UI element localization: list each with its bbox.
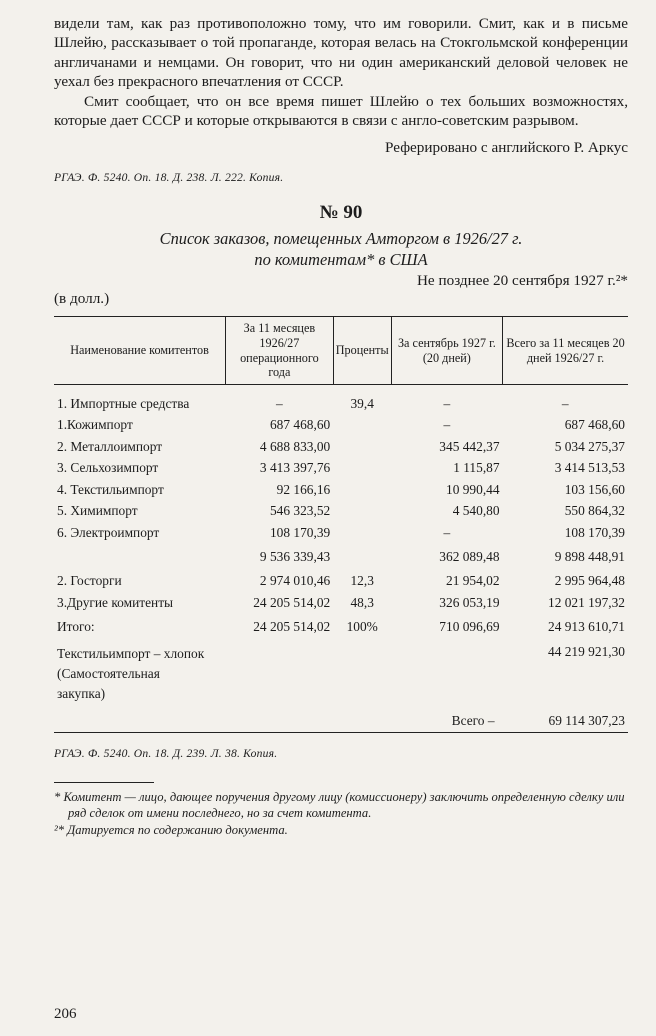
cell-name: 3.Другие комитенты <box>57 594 174 610</box>
table-row <box>54 500 628 522</box>
archive-source-2: РГАЭ. Ф. 5240. Оп. 18. Д. 239. Л. 38. Копия. <box>54 746 278 760</box>
table-row-itogo <box>54 613 628 640</box>
document-title-line-2: по комитентам* в США <box>254 250 428 270</box>
cell-total: – <box>561 395 569 411</box>
orders-table <box>54 316 628 732</box>
header-name: Наименование комитентов <box>54 317 226 384</box>
cell-september: 21 954,02 <box>446 573 500 589</box>
cell-11-months: 3 413 397,76 <box>259 460 331 476</box>
cell-name: 1. Импортные средства <box>57 395 190 411</box>
cell-percent <box>333 436 391 458</box>
header-percent: Проценты <box>333 317 391 384</box>
cell-extra-value: 44 219 921,30 <box>548 644 625 660</box>
cell-total: 103 156,60 <box>564 481 625 497</box>
table-row-extra <box>54 640 628 710</box>
table-row <box>54 436 628 458</box>
intro-paragraph-1: видели там, как раз противоположно тому, что им говорили. Смит, как и в письме Шлейю, рассказывает о той пропаганде, которая велась на Стокгольмской конференции англичанами и немцами. Он говорит, что ни один американский деловой человек не уехал без прекрасного впечатления от СССР. <box>54 15 628 91</box>
table-row <box>54 414 628 436</box>
table-row <box>54 522 628 544</box>
table-header-row <box>54 317 628 384</box>
cell-name: 4. Текстильимпорт <box>57 481 164 497</box>
cell-name <box>54 543 226 570</box>
cell-total: 550 864,32 <box>564 503 625 519</box>
extra-name-line-2: (Самостоятельная <box>57 666 160 682</box>
cell-percent <box>333 500 391 522</box>
cell-total: 5 034 275,37 <box>554 438 625 454</box>
document-number: № 90 <box>319 202 363 224</box>
table-row-subtotal <box>54 543 628 570</box>
cell-september: – <box>443 524 451 540</box>
document-date: Не позднее 20 сентября 1927 г.²* <box>416 272 628 290</box>
cell-september: – <box>443 395 451 411</box>
cell-total: 2 995 964,48 <box>554 573 625 589</box>
cell-september: 326 053,19 <box>439 594 500 610</box>
page-number: 206 <box>54 1006 77 1022</box>
cell-11-months: – <box>276 395 283 411</box>
table-row <box>54 457 628 479</box>
cell-name: 1.Кожимпорт <box>57 417 133 433</box>
cell-percent: 100% <box>346 618 378 634</box>
cell-grand-value: 69 114 307,23 <box>503 710 628 732</box>
footnote-divider <box>54 782 154 783</box>
header-total: Всего за 11 месяцев 20 дней 1926/27 г. <box>503 317 628 384</box>
table-row <box>54 592 628 614</box>
currency-note: (в долл.) <box>54 290 110 308</box>
cell-september: 4 540,80 <box>452 503 500 519</box>
cell-total: 9 898 448,91 <box>554 548 625 564</box>
cell-september: 1 115,87 <box>453 460 500 476</box>
cell-percent <box>333 414 391 436</box>
referat-line: Реферировано с английского Р. Аркус <box>385 139 628 157</box>
cell-total: 3 414 513,53 <box>554 460 625 476</box>
document-title-line-1: Список заказов, помещенных Амторгом в 1926/27 г. <box>159 229 523 249</box>
header-11-months: За 11 месяцев 1926/27 операционного года <box>226 317 334 384</box>
extra-name-line-3: закупка) <box>57 686 106 702</box>
table-row-grand-total <box>54 710 628 732</box>
cell-total: 108 170,39 <box>564 524 625 540</box>
cell-name: 3. Сельхозимпорт <box>57 460 159 476</box>
cell-september: 345 442,37 <box>439 438 500 454</box>
cell-total: 687 468,60 <box>564 417 625 433</box>
cell-11-months: 2 974 010,46 <box>259 573 331 589</box>
cell-grand-label: Всего – <box>391 710 502 732</box>
footnote-2: ²* Датируется по содержанию документа. <box>54 822 288 837</box>
table-row <box>54 570 628 592</box>
cell-11-months: 92 166,16 <box>276 481 331 497</box>
cell-september: 362 089,48 <box>439 548 500 564</box>
cell-name: 2. Госторги <box>57 573 122 589</box>
cell-percent: 48,3 <box>350 594 374 610</box>
header-september: За сентябрь 1927 г. (20 дней) <box>391 317 502 384</box>
table-row <box>54 479 628 501</box>
extra-name-line-1: Текстильимпорт – хлопок <box>57 646 205 662</box>
cell-percent: 39,4 <box>350 395 374 411</box>
cell-percent <box>333 457 391 479</box>
cell-percent <box>333 543 391 570</box>
cell-11-months: 687 468,60 <box>269 417 331 433</box>
cell-september: 710 096,69 <box>439 618 500 634</box>
cell-11-months: 24 205 514,02 <box>253 594 331 610</box>
cell-extra-name <box>54 640 333 710</box>
table-row <box>54 393 628 415</box>
cell-percent: 12,3 <box>350 573 374 589</box>
cell-percent <box>333 479 391 501</box>
intro-paragraph-2: Смит сообщает, что он все время пишет Шлейю о тех больших возможностях, которые дает СССР и которые открываются в связи с англо-советским разрывом. <box>54 92 628 130</box>
cell-total: 12 021 197,32 <box>548 594 625 610</box>
cell-11-months: 4 688 833,00 <box>259 438 331 454</box>
archive-source-1: РГАЭ. Ф. 5240. Оп. 18. Д. 238. Л. 222. Копия. <box>54 171 284 185</box>
document-title <box>54 228 628 270</box>
cell-september: – <box>443 417 451 433</box>
footnote-1: * Комитент — лицо, дающее поручения другому лицу (комиссионеру) заключить определенную сделку или ряд сделок от имени последнего, но за счет комитента. <box>54 789 625 821</box>
cell-total: 24 913 610,71 <box>548 618 625 634</box>
cell-11-months: 108 170,39 <box>269 524 331 540</box>
cell-september: 10 990,44 <box>446 481 500 497</box>
cell-11-months: 24 205 514,02 <box>253 618 331 634</box>
cell-percent <box>333 522 391 544</box>
cell-name: 6. Электроимпорт <box>57 524 160 540</box>
document-page <box>54 14 628 838</box>
cell-11-months: 9 536 339,43 <box>259 548 331 564</box>
cell-name: 5. Химимпорт <box>57 503 138 519</box>
cell-11-months: 546 323,52 <box>269 503 331 519</box>
cell-name: 2. Металлоимпорт <box>57 438 163 454</box>
cell-name: Итого: <box>57 618 95 634</box>
